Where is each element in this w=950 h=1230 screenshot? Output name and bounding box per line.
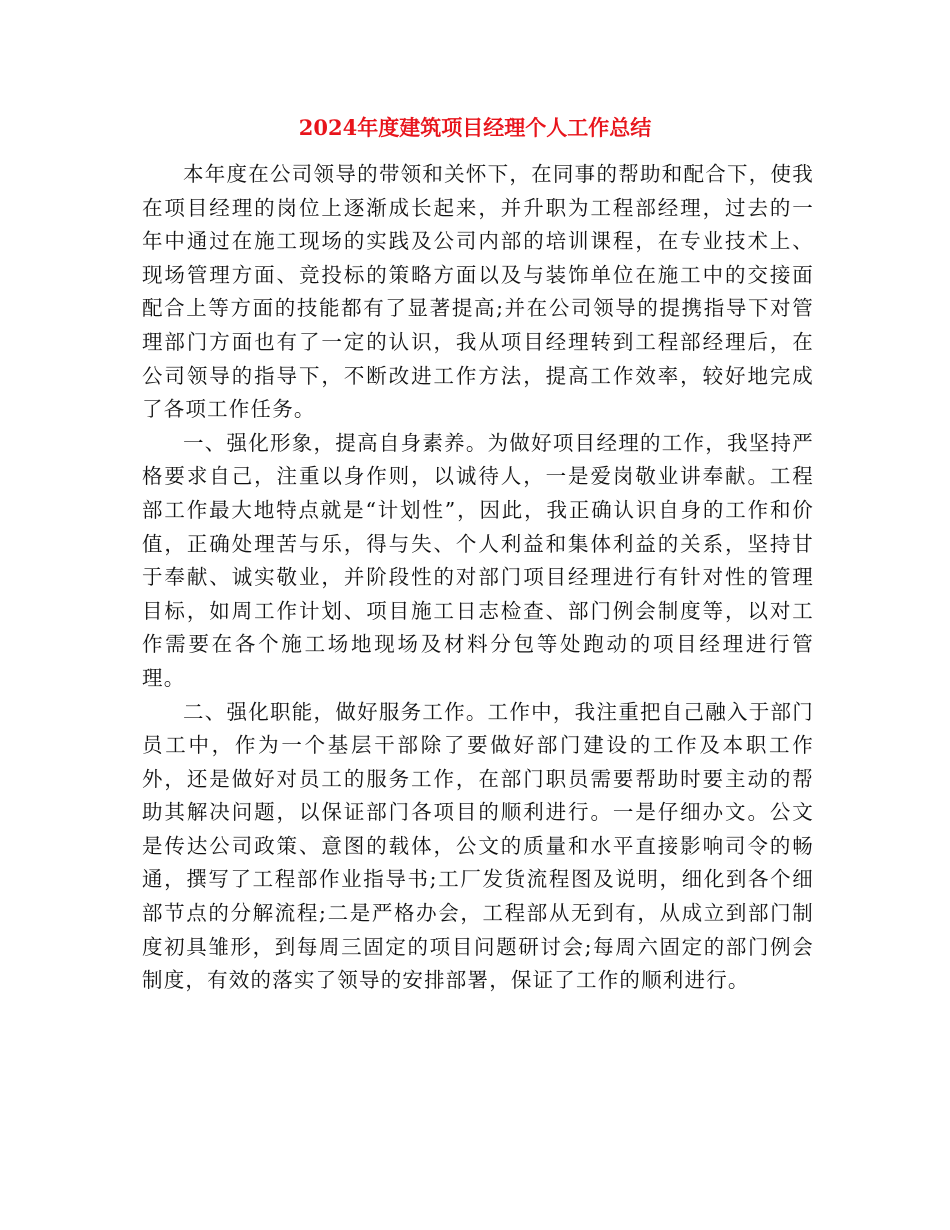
paragraph-section-two: 二、强化职能，做好服务工作。工作中，我注重把自己融入于部门员工中，作为一个基层干部除了要做好部门建设的工作及本职工作外，还是做好对员工的服务工作，在部门职员需要帮助时要主动的帮助其解决问题，以保证部门各项目的顺利进行。一是仔细办文。公文是传达公司政策、意图的载体，公文的质量和水平直接影响司令的畅通，撰写了工程部作业指导书;工厂发货流程图及说明，细化到各个细部节点的分解流程;二是严格办会，工程部从无到有，从成立到部门制度初具雏形，到每周三固定的项目问题研讨会;每周六固定的部门例会制度，有效的落实了领导的安排部署，保证了工作的顺利进行。 [142, 699, 814, 993]
paragraph-intro: 本年度在公司领导的带领和关怀下，在同事的帮助和配合下，使我在项目经理的岗位上逐渐成长起来，并升职为工程部经理，过去的一年中通过在施工现场的实践及公司内部的培训课程，在专业技术上、现场管理方面、竞投标的策略方面以及与装饰单位在施工中的交接面配合上等方面的技能都有了显著提高;并在公司领导的提携指导下对管理部门方面也有了一定的认识，我从项目经理转到工程部经理后，在公司领导的指导下，不断改进工作方法，提高工作效率，较好地完成了各项工作任务。 [142, 162, 814, 422]
document-title: 2024年度建筑项目经理个人工作总结 [298, 115, 652, 140]
paragraph-section-one: 一、强化形象，提高自身素养。为做好项目经理的工作，我坚持严格要求自己，注重以身作则，以诚待人，一是爱岗敬业讲奉献。工程部工作最大地特点就是“计划性”，因此，我正确认识自身的工作和价值，正确处理苦与乐，得与失、个人利益和集体利益的关系，坚持甘于奉献、诚实敬业，并阶段性的对部门项目经理进行有针对性的管理目标，如周工作计划、项目施工日志检查、部门例会制度等，以对工作需要在各个施工场地现场及材料分包等处跑动的项目经理进行管理。 [142, 430, 814, 690]
document-body [142, 158, 814, 998]
